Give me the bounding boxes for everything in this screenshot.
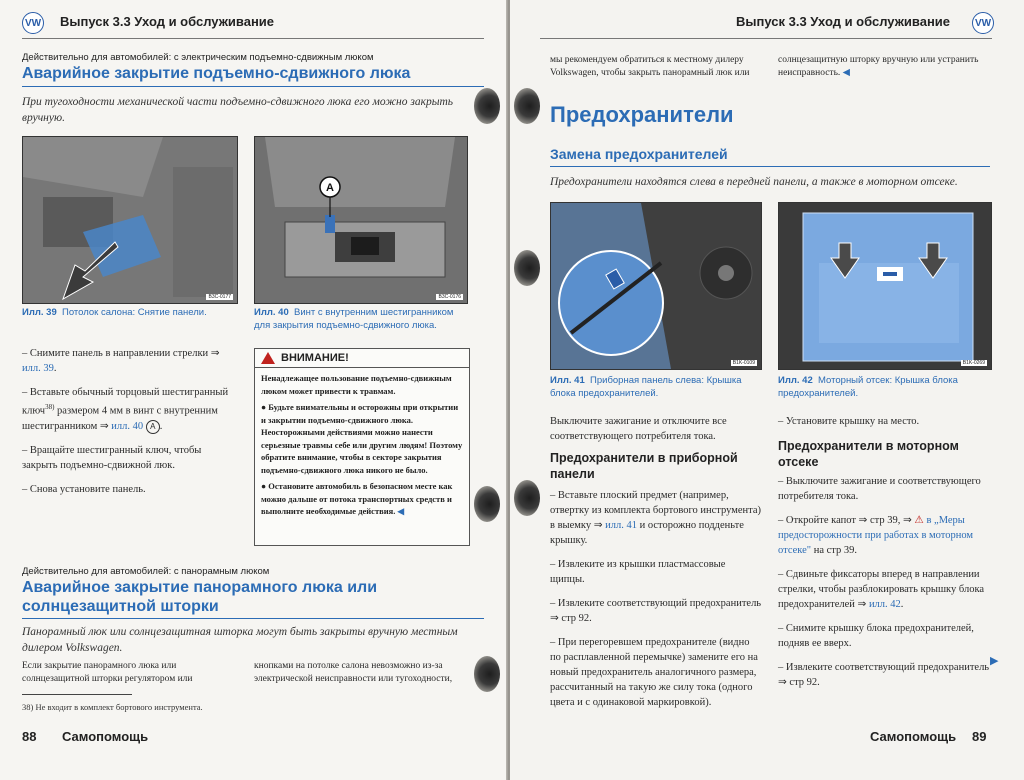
title-rule: [22, 86, 484, 87]
figure-link[interactable]: илл. 40: [111, 420, 144, 432]
step-item: – Откройте капот ⇒ стр 39, ⇒ ⚠ в „Меры предосторожности при работах в моторном отсеке" на стр 39.: [778, 515, 974, 556]
title-rule: [550, 166, 990, 167]
right-header: Выпуск 3.3 Уход и обслуживание: [736, 14, 951, 29]
hex-screw-illustration: [255, 137, 467, 303]
figure-code: B1K-0269: [962, 360, 985, 366]
step-item: – Выключите зажигание и соответствующего потребителя тока.: [778, 476, 981, 502]
footnote-rule: [22, 694, 132, 695]
warning-body: Ненадлежащее пользование подъемно-сдвижным люком может привести к травмам. ● Будьте внимательны и осторожны при открытии и закрытии подъемно-сдвижного люка. Неосторожными действиями можно нанести серьезные травмы себе или другим людям! Поэтому обратите внимание, чтобы в секторе закрытия подъемно-сдвижного люка никого не было. ● Остановите автомобиль в безопасном месте как можно дальше от потока транспортных средств и выполните необходимые действия. ◀: [261, 373, 463, 516]
section-title: Аварийное закрытие панорамного люка или солнцезащитной шторки: [22, 579, 378, 615]
section-title: Аварийное закрытие подъемно-сдвижного люка: [22, 65, 411, 82]
step-item: – Вставьте обычный торцовый шестигранный ключ$^{38)}$ размером 4 мм в винт с внутренним шестигранником ⇒ илл. 40 A .: [22, 387, 229, 432]
header-rule: [22, 38, 484, 39]
warning-icon: ⚠: [914, 515, 924, 526]
steps-list: [22, 346, 236, 506]
binder-hole: [514, 88, 540, 124]
intro-step: Выключите зажигание и отключите все соответствующего потребителя тока.: [550, 416, 727, 442]
left-page: [0, 0, 508, 780]
body-col1: Если закрытие панорамного люка или солнцезащитной шторки регулятором или: [22, 661, 193, 684]
section-intro: Панорамный люк или солнцезащитная шторка могут быть закрыты вручную местным дилером Volkswagen.: [22, 626, 458, 654]
section-intro: Предохранители находятся слева в передней панели, а также в моторном отсеке.: [550, 176, 958, 188]
figure-40-caption: Илл. 40 Винт с внутренним шестигранником для закрытия подъемно-сдвижного люка.: [254, 307, 454, 331]
figure-41-caption: Илл. 41 Приборная панель слева: Крышка блока предохранителей.: [550, 375, 742, 399]
title-rule: [22, 618, 484, 619]
figure-39-caption: Илл. 39 Потолок салона: Снятие панели.: [22, 307, 207, 318]
binder-hole: [514, 480, 540, 516]
figure-link[interactable]: илл. 39: [22, 363, 54, 374]
page-number: 89: [972, 729, 987, 744]
footnote: 38) Не входит в комплект бортового инструмента.: [22, 702, 203, 712]
dash-panel-illustration: [551, 203, 761, 369]
top-col2: солнцезащитную шторку вручную или устранить неисправность. ◀: [778, 55, 979, 78]
label-a: A: [326, 182, 334, 194]
warning-box: [254, 348, 470, 546]
figure-link[interactable]: илл. 41: [605, 520, 638, 531]
figure-link[interactable]: илл. 42: [868, 599, 901, 610]
figure-42: [778, 202, 992, 370]
binder-hole: [514, 250, 540, 286]
applies-note: Действительно для автомобилей: с панорамным люком: [22, 566, 270, 577]
footer-chapter: Самопомощь: [62, 729, 149, 744]
right-page: [510, 0, 1024, 780]
binder-hole: [474, 486, 500, 522]
binder-hole: [474, 88, 500, 124]
step-item: – Извлеките соответствующий предохранитель ⇒ стр 92.: [778, 662, 990, 688]
step-item: – Снимите панель в направлении стрелки ⇒ илл. 39.: [22, 348, 220, 374]
engine-fusebox-illustration: [779, 203, 991, 369]
vw-logo-icon: VW: [972, 12, 994, 34]
page-number: 88: [22, 729, 37, 744]
top-col1: мы рекомендуем обратиться к местному дилеру Volkswagen, чтобы закрыть панорамный люк или: [550, 55, 750, 78]
figure-code: B3C-0176: [438, 294, 461, 300]
panel-steps: [550, 488, 762, 719]
step-item: – Снимите крышку блока предохранителей, подняв ее вверх.: [778, 623, 974, 649]
step-item: – При перегоревшем предохранителе (видно по расплавленной перемычке) замените его на новый предохранитель аналогичного размера, рассчитанный на такую же силу тока (одного цвета и с одинаковой маркировкой).: [550, 637, 758, 708]
figure-39: [22, 136, 238, 304]
figure-code: B1K-0109: [732, 360, 755, 366]
step-item: – Снова установите панель.: [22, 483, 146, 495]
figure-42-caption: Илл. 42 Моторный отсек: Крышка блока предохранителей.: [778, 375, 958, 399]
vw-logo-icon: VW: [22, 12, 44, 34]
engine-steps: [778, 474, 990, 699]
figure-code: B3C-0177: [208, 294, 231, 300]
screw-marker: [325, 215, 335, 233]
chapter-title: Предохранители: [550, 102, 734, 127]
body-col2: кнопками на потолке салона невозможно из-за электрической неисправности или тугоходности,: [254, 661, 453, 684]
step-item: – Извлеките из крышки пластмассовые щипцы.: [550, 559, 726, 585]
footer-chapter: Самопомощь: [870, 729, 957, 744]
warning-icon: [261, 352, 275, 364]
ceiling-panel-illustration: [23, 137, 237, 303]
end-marker-icon: ◀: [397, 506, 404, 516]
continue-arrow-icon: ▶: [990, 655, 999, 667]
section-link[interactable]: в „Меры предосторожности при работах в моторном отсеке": [778, 515, 974, 556]
end-marker-icon: ◀: [842, 68, 850, 78]
left-header: Выпуск 3.3 Уход и обслуживание: [60, 14, 275, 29]
subsection-title: Предохранители в моторном отсеке: [778, 439, 959, 469]
step-item: – Извлеките соответствующий предохранитель ⇒ стр 92.: [550, 598, 762, 624]
callout-a: A: [146, 420, 160, 434]
figure-40: [254, 136, 468, 304]
subsection-title: Предохранители в приборной панели: [550, 451, 738, 481]
figure-41: [550, 202, 762, 370]
binder-hole: [474, 656, 500, 692]
step-item: – Вращайте шестигранный ключ, чтобы закрыть подъемно-сдвижной люк.: [22, 444, 202, 471]
warning-header: ВНИМАНИЕ!: [255, 349, 469, 368]
step-item: – Сдвиньте фиксаторы вперед в направлении стрелки, чтобы разблокировать крышку блока предохранителей ⇒ илл. 42.: [778, 569, 985, 610]
header-rule: [540, 38, 992, 39]
step-item: – Установите крышку на место.: [778, 416, 920, 427]
section-intro: При тугоходности механической части подъемно-сдвижного люка его можно закрыть вручную.: [22, 96, 454, 124]
step-item: – Вставьте плоский предмет (например, отвертку из комплекта бортового инструмента) в выемку ⇒ илл. 41 и осторожно подденьте крышку.: [550, 490, 762, 546]
applies-note: Действительно для автомобилей: с электрическим подъемно-сдвижным люком: [22, 52, 374, 63]
section-title: Замена предохранителей: [550, 146, 728, 162]
